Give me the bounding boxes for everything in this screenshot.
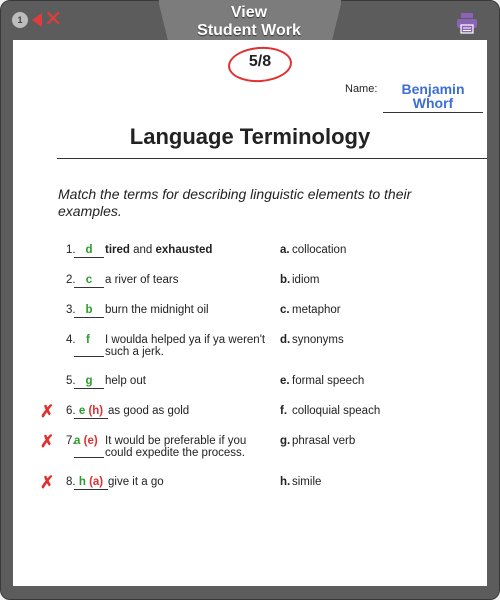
- term: phrasal verb: [292, 435, 356, 447]
- example: help out: [105, 375, 146, 387]
- instructions: Match the terms for describing linguistic elements to their examples.: [58, 186, 412, 219]
- item-number: 3.: [66, 304, 76, 316]
- term: idiom: [292, 274, 320, 286]
- example: a river of tears: [105, 274, 179, 286]
- name-label: Name:: [345, 83, 378, 95]
- example: [105, 244, 270, 256]
- term-letter: h.: [280, 476, 291, 488]
- correct-answer: h: [78, 476, 86, 488]
- term: synonyms: [292, 334, 344, 346]
- answer-blank: [74, 457, 104, 458]
- answer-blank: [74, 274, 104, 288]
- item-number: 4.: [66, 334, 76, 346]
- term: simile: [292, 476, 322, 488]
- answer-blank: [74, 244, 104, 258]
- example-mid: and: [129, 244, 156, 256]
- title-divider: [57, 158, 487, 159]
- term: colloquial speach: [292, 405, 381, 417]
- correct-answer: b: [85, 304, 93, 316]
- wrong-mark-icon: ✗: [40, 473, 55, 492]
- item-number: 8.: [66, 476, 76, 488]
- example: I woulda helped ya if ya weren't such a jerk.: [105, 334, 266, 358]
- example: It would be preferable if you could expedite the process.: [105, 435, 247, 459]
- title-line-2: Student Work: [197, 22, 301, 39]
- term-letter: g.: [280, 435, 291, 447]
- term-letter: b.: [280, 274, 291, 286]
- student-name: Benjamin Whorf: [383, 82, 483, 113]
- score: 5/8: [248, 53, 272, 70]
- term: formal speech: [292, 375, 365, 387]
- term-letter: d.: [280, 334, 291, 346]
- item-number: 7.: [66, 435, 76, 447]
- top-bar: [0, 0, 500, 40]
- wrong-mark-icon: ✗: [40, 432, 55, 451]
- term-letter: a.: [280, 244, 290, 256]
- answer-blank: [74, 375, 104, 389]
- item-number: 5.: [66, 375, 76, 387]
- term-letter: e.: [280, 375, 290, 387]
- title-line-1: View: [230, 4, 268, 21]
- term-letter: c.: [280, 304, 290, 316]
- answer-blank: [74, 405, 108, 419]
- example: as good as gold: [108, 405, 190, 417]
- example-bold-1: tired: [105, 244, 130, 256]
- wrong-mark-icon: ✗: [40, 402, 55, 421]
- count-badge: 1: [12, 12, 28, 28]
- correct-answer: f: [86, 334, 90, 346]
- close-icon: ✕: [44, 7, 63, 32]
- term-letter: f.: [280, 405, 288, 417]
- correct-answer: a: [74, 435, 81, 447]
- answer-blank: [74, 304, 104, 318]
- student-answer: (h): [88, 405, 104, 417]
- student-answer: (e): [83, 435, 98, 447]
- answer-blank: [74, 356, 104, 357]
- student-answer: (a): [89, 476, 104, 488]
- example: burn the midnight oil: [105, 304, 209, 316]
- correct-answer: g: [85, 375, 93, 387]
- term: collocation: [292, 244, 347, 256]
- term: metaphor: [292, 304, 341, 316]
- window-title: [158, 4, 340, 40]
- answer-blank: [74, 476, 108, 490]
- item-number: 1.: [66, 244, 76, 256]
- answer-marks: [74, 435, 98, 447]
- back-button[interactable]: [12, 8, 72, 32]
- example: give it a go: [108, 476, 164, 488]
- page-title: Language Terminology: [129, 124, 371, 149]
- printer-icon: [456, 12, 478, 34]
- item-number: 6.: [66, 405, 76, 417]
- print-button[interactable]: [456, 12, 478, 34]
- item-number: 2.: [66, 274, 76, 286]
- example-bold-2: exhausted: [155, 244, 213, 256]
- correct-answer: d: [85, 244, 93, 256]
- back-arrow-icon: [32, 13, 42, 27]
- correct-answer: e: [78, 405, 86, 417]
- correct-answer: c: [85, 274, 93, 286]
